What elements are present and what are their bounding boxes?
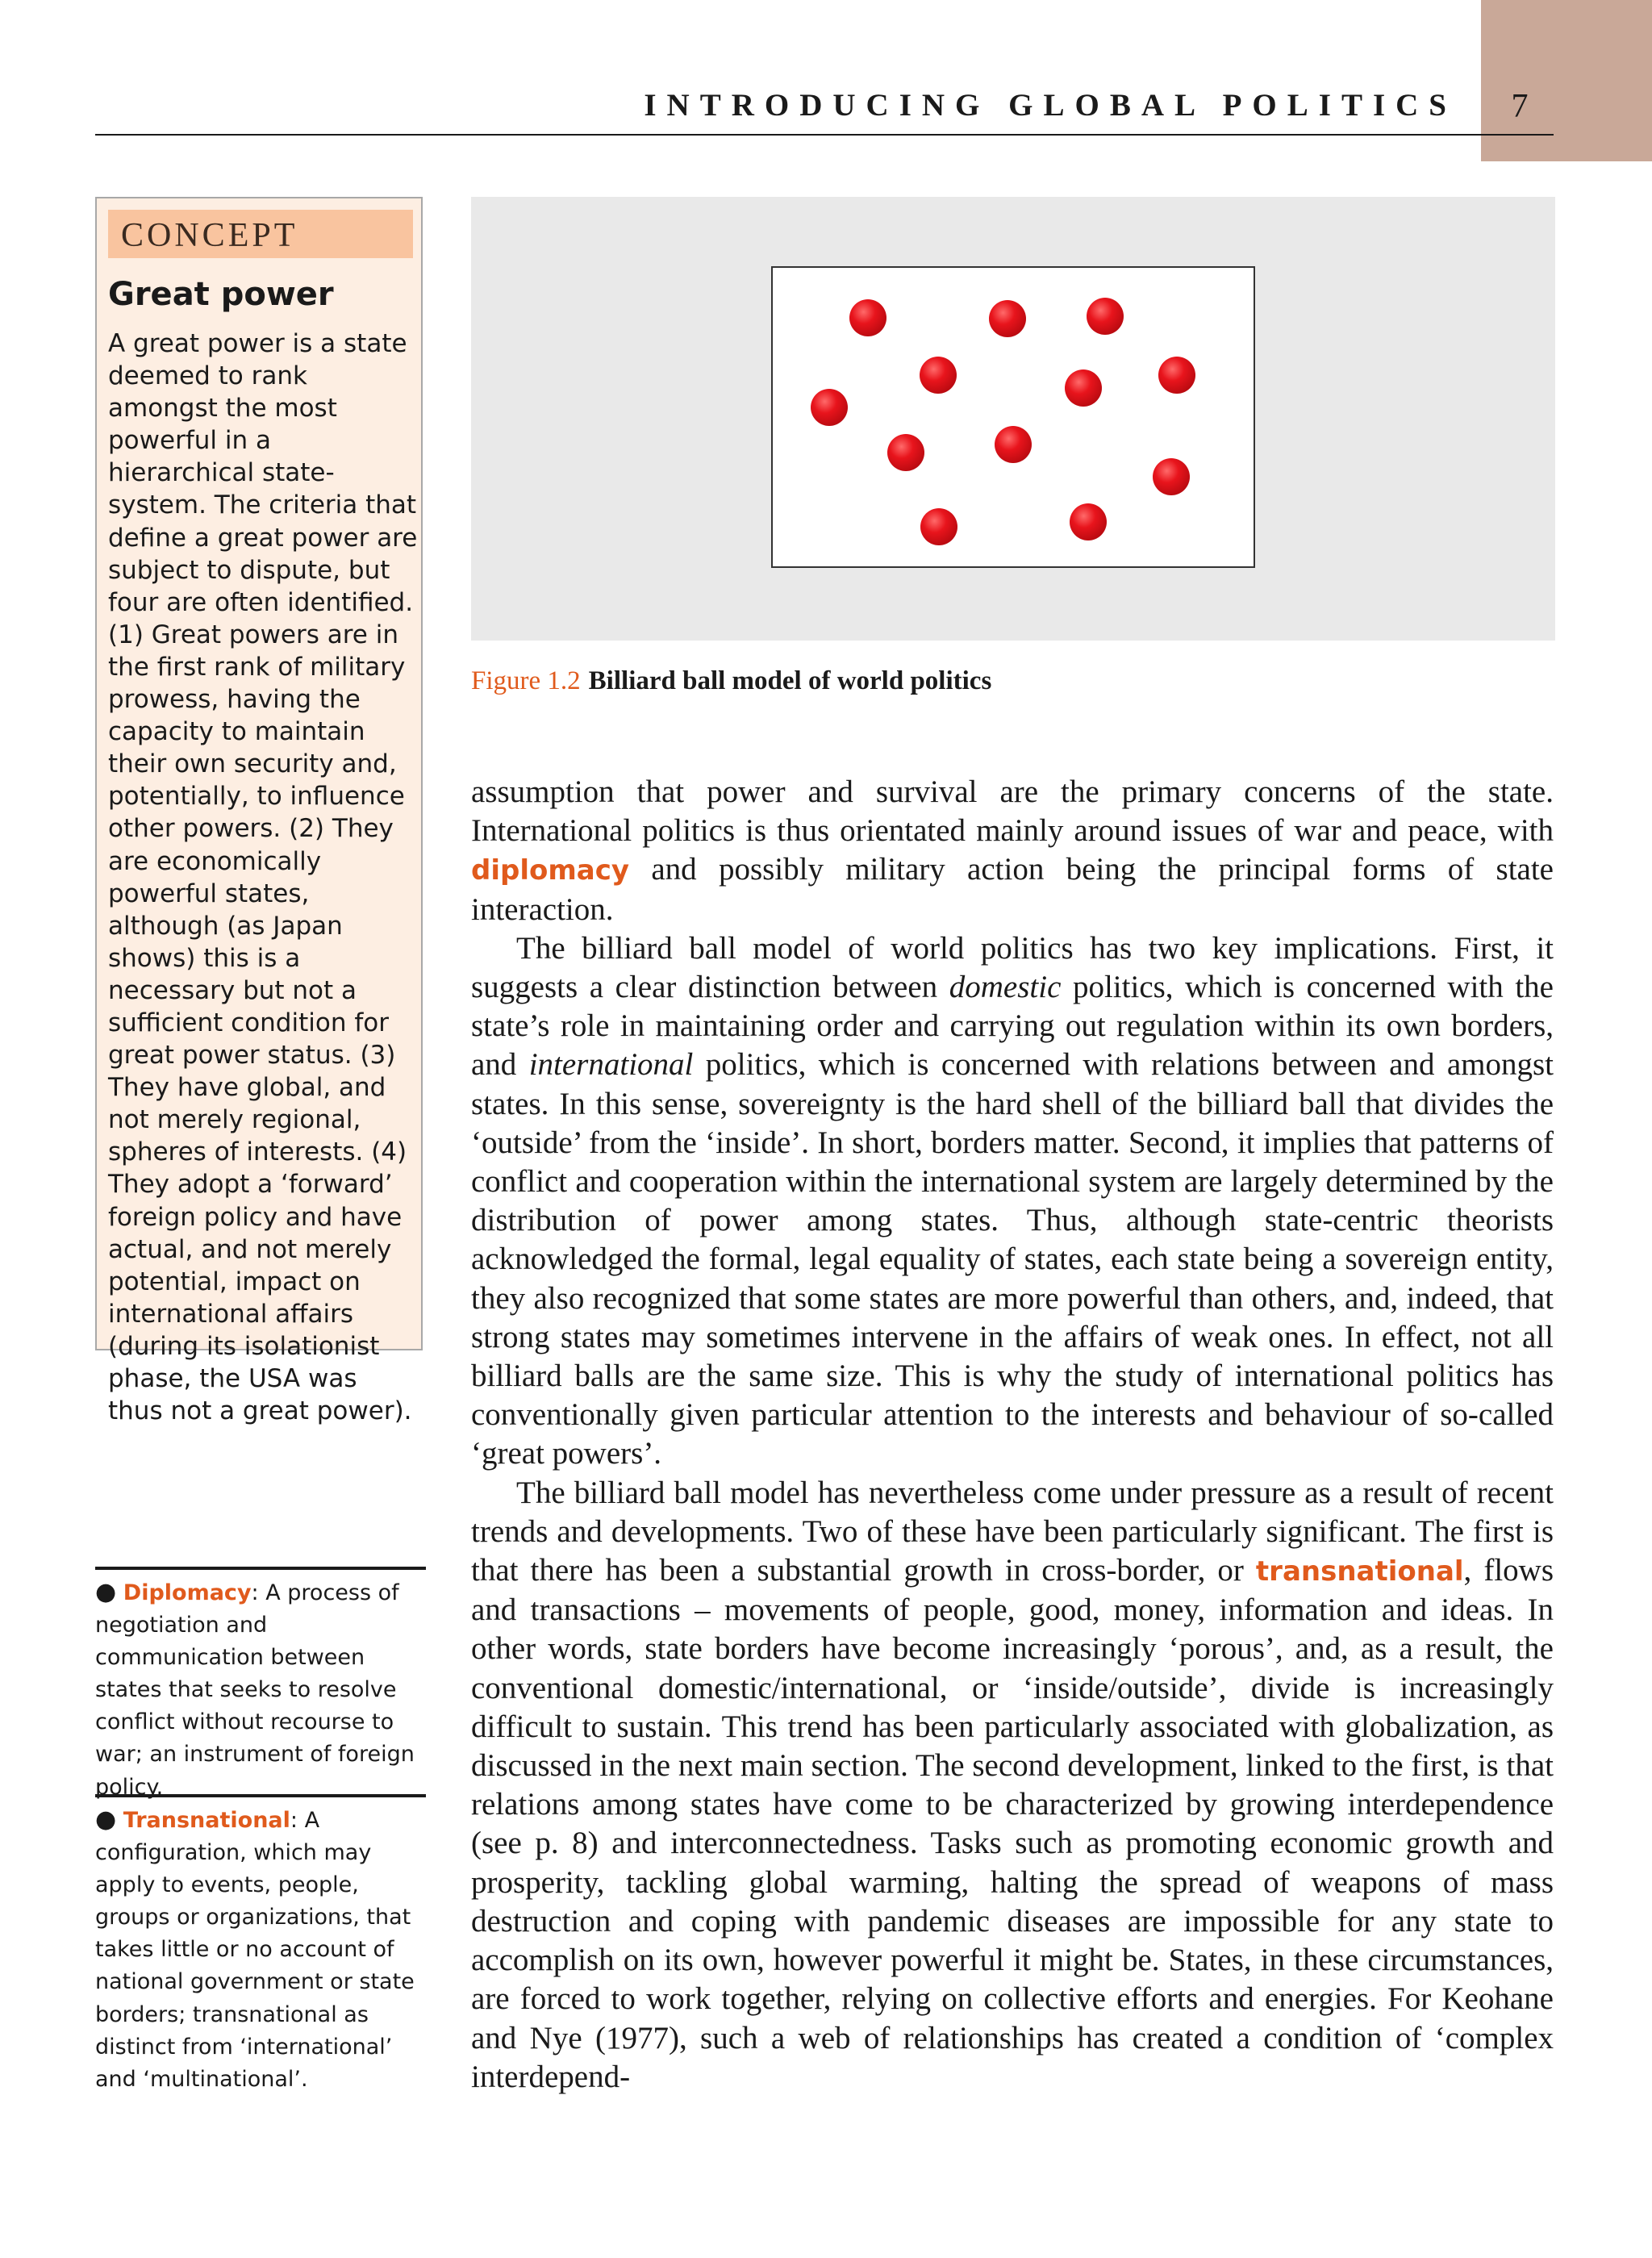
page-corner-tab: [1481, 0, 1652, 161]
figure-panel: [471, 197, 1555, 641]
glossary-definition: A configuration, which may apply to events, people, groups or organizations, that takes little or no account of national government or state borders; transnational as distinct from ‘international’ and ‘multinational’.: [95, 1808, 415, 2092]
header-rule: [95, 134, 1554, 136]
running-header: INTRODUCING GLOBAL POLITICS: [644, 88, 1457, 123]
concept-label-bar: [108, 210, 413, 258]
glossary-definition: A process of negotiation and communication between states that seeks to resolve conflict without recourse to war; an instrument of foreign policy.: [95, 1580, 415, 1800]
concept-body: A great power is a state deemed to rank amongst the most powerful in a hierarchical state-system. The criteria that define a great power are subject to dispute, but four are often identified. (1) Great powers are in the first rank of military prowess, having the capacity to maintain their own security and, potentially, to influence other powers. (2) They are economically powerful states, although (as Japan shows) this is a necessary but not a sufficient condition for great power status. (3) They have global, and not merely regional, spheres of interests. (4) They adopt a ‘forward’ foreign policy and have actual, and not merely potential, impact on international affairs (during its isolationist phase, the USA was thus not a great power).: [108, 329, 418, 1426]
bullet-icon: ●: [95, 1805, 117, 1834]
billiard-ball-diagram: [773, 268, 1254, 566]
glossary-entry-diplomacy: ● Diplomacy: A process of negotiation and communication between states that seeks to resolve conflict without recourse to war; an instrument of foreign policy.: [95, 1567, 426, 1804]
billiard-ball-8: [995, 426, 1032, 463]
billiard-table-frame: [771, 266, 1255, 568]
glossary-entry-transnational: ● Transnational: A configuration, which may apply to events, people, groups or organizations, that takes little or no account of national government or state borders; transnational as distinct from ‘international’ and ‘multinational’.: [95, 1794, 426, 2096]
figure-number: Figure 1.2: [471, 666, 581, 695]
billiard-ball-11: [920, 508, 957, 545]
bullet-icon: ●: [95, 1578, 117, 1606]
paragraph-2: The billiard ball model of world politics has two key implications. First, it suggests a clear distinction between domestic politics, which is concerned with the state’s role in maintaining order and carrying out regulation within its own borders, and international politics, which is concerned with relations between and amongst states. In this sense, sovereignty is the hard shell of the billiard ball that divides the ‘outside’ from the ‘inside’. In short, borders matter. Second, it implies that patterns of conflict and cooperation within the international system are largely determined by the distribution of power among states. Thus, although state-centric theorists acknowledged the formal, legal equality of states, each state being a sovereign entity, they also recognized that some states are more powerful than others, and, indeed, that strong states may sometimes intervene in the affairs of weak ones. In effect, not all billiard balls are the same size. This is why the study of international politics has conventionally given particular attention to the interests and behaviour of so-called ‘great powers’.: [471, 930, 1554, 1471]
billiard-ball-5: [1065, 369, 1102, 407]
figure-title: Billiard ball model of world politics: [588, 666, 992, 695]
billiard-ball-10: [1153, 458, 1190, 495]
paragraph-3: The billiard ball model has nevertheless come under pressure as a result of recent trends and developments. Two of these have been particularly significant. The first is that there has been a substantial growth in cross-border, or transnational, flows and transactions – movements of people, good, money, information and ideas. In other words, state borders have become increasingly ‘porous’, and, as a result, the conventional domestic/international, or ‘inside/outside’, divide is increasingly difficult to sustain. This trend has been particularly associated with globalization, as discussed in the next main section. The second development, linked to the first, is that relations among states have come to be characterized by growing interdependence (see p. 8) and interconnectedness. Tasks such as promoting economic growth and prosperity, tackling global warming, halting the spread of weapons of mass destruction and coping with pandemic diseases are impossible for any state to accomplish on its own, however powerful it might be. States, in these circumstances, are forced to work together, relying on collective efforts and energies. For Keohane and Nye (1977), such a web of relationships has created a condition of ‘complex interdepend-: [471, 1475, 1554, 2094]
concept-title: Great power: [108, 276, 334, 313]
main-body-text: [471, 773, 1554, 2097]
billiard-ball-1: [849, 299, 886, 336]
billiard-ball-3: [1087, 298, 1124, 335]
paragraph-1: assumption that power and survival are the primary concerns of the state. International politics is thus orientated mainly around issues of war and peace, with diplomacy and possibly military action being the principal forms of state interaction.: [471, 774, 1554, 927]
concept-label: CONCEPT: [121, 217, 298, 254]
glossary-term: Diplomacy: [123, 1580, 252, 1605]
billiard-ball-2: [989, 300, 1026, 337]
billiard-ball-9: [887, 434, 924, 471]
billiard-ball-6: [1158, 357, 1195, 394]
billiard-ball-4: [920, 357, 957, 394]
key-term-diplomacy[interactable]: diplomacy: [471, 854, 630, 887]
billiard-ball-12: [1070, 503, 1107, 541]
billiard-ball-7: [811, 389, 848, 426]
page-number: 7: [1511, 88, 1529, 125]
figure-caption: [471, 666, 991, 696]
key-term-transnational[interactable]: transnational: [1255, 1555, 1464, 1588]
glossary-term: Transnational: [123, 1808, 290, 1833]
concept-box: [95, 197, 423, 1426]
